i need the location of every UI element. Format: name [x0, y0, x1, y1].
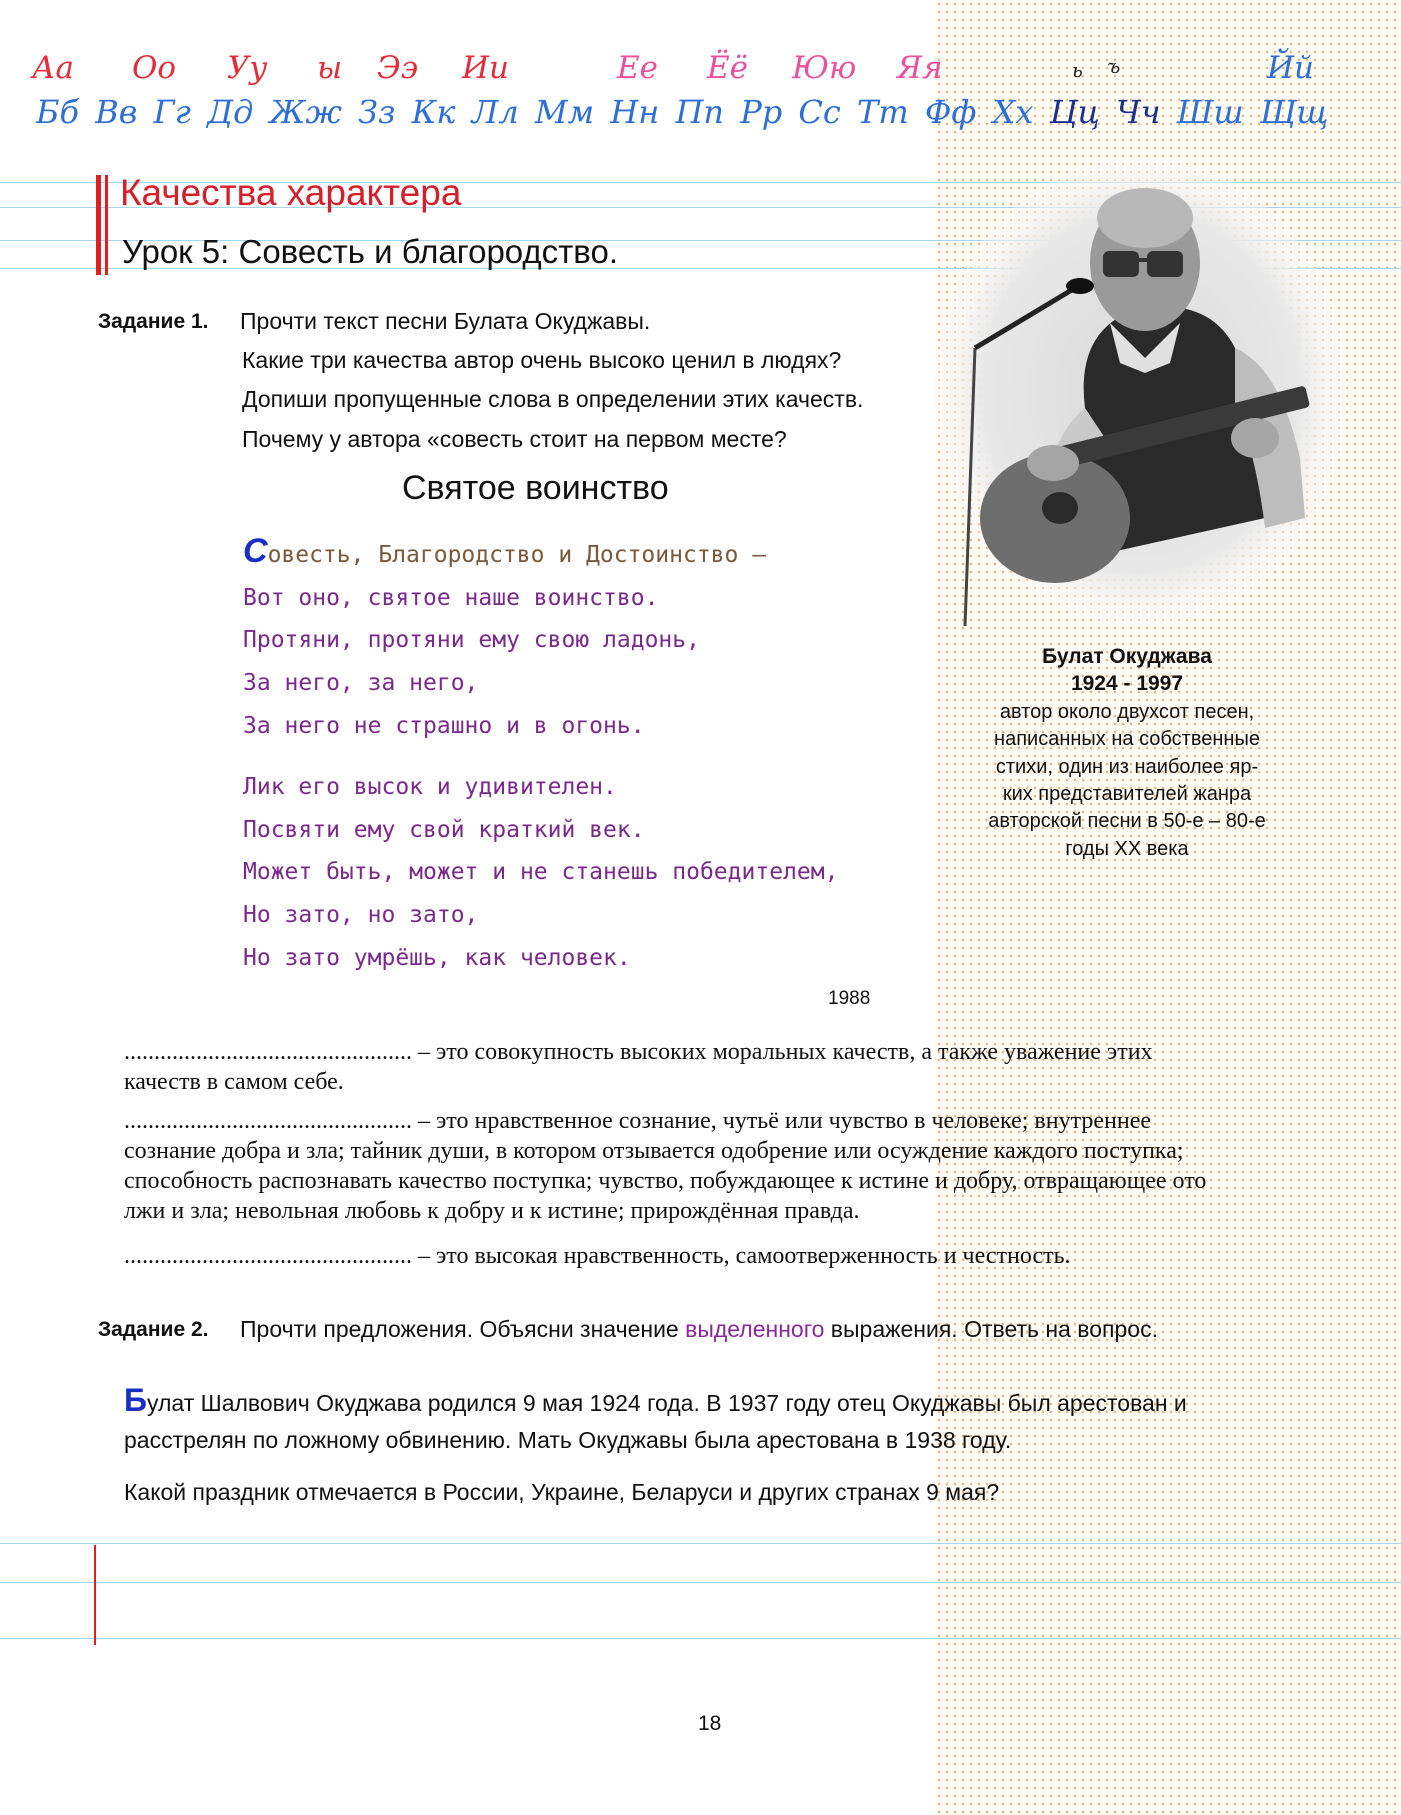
alphabet-letter: Рр	[740, 93, 783, 131]
guide-line	[0, 1543, 1401, 1544]
definition-blank[interactable]: ................................................	[124, 1108, 412, 1134]
alphabet-letter: Оо	[132, 50, 177, 86]
task2-paragraph-line	[124, 1382, 1187, 1419]
definition-blank[interactable]: ................................................	[124, 1243, 412, 1269]
portrait-description-line: стихи, один из наиболее яр-	[995, 756, 1259, 778]
alphabet-letter: Ээ	[377, 50, 419, 86]
alphabet-letter: Дд	[207, 93, 254, 131]
definition-item	[124, 1106, 1214, 1226]
guide-line	[0, 1582, 1401, 1583]
alphabet-letter: Уу	[227, 50, 268, 86]
poem-line: Протяни, протяни ему свою ладонь,	[243, 627, 700, 653]
alphabet-letter: Мм	[534, 93, 595, 131]
page-number: 18	[698, 1712, 722, 1735]
poem-line: За него не страшно и в огонь.	[243, 713, 645, 739]
alphabet-letter: Нн	[610, 93, 660, 131]
task2-instruction	[240, 1316, 1158, 1343]
margin-bar	[105, 175, 108, 275]
poem-line: Вот оно, святое наше воинство.	[243, 585, 659, 611]
alphabet-letter: Хх	[992, 93, 1034, 131]
definition-item	[124, 1037, 1214, 1097]
alphabet-letter: ы	[317, 50, 343, 86]
drop-cap: Б	[124, 1382, 147, 1418]
portrait-description-line: авторской песни в 50-е – 80-е	[988, 810, 1266, 832]
alphabet-letter: Бб	[36, 93, 80, 131]
alphabet-letter: Гг	[153, 93, 191, 131]
section-title: Качества характера	[120, 172, 462, 213]
alphabet-letter: Яя	[897, 50, 943, 86]
task2-text: выражения. Ответь на вопрос.	[824, 1316, 1158, 1342]
alphabet-letter: ь	[1072, 58, 1083, 82]
alphabet-letter: Зз	[358, 93, 396, 131]
alphabet-letter: Ёё	[707, 50, 748, 86]
alphabet-letter: Шш	[1176, 93, 1244, 131]
guide-line	[0, 1638, 1401, 1639]
task1-line: Почему у автора «совесть стоит на первом месте?	[242, 426, 787, 452]
task2-label: Задание 2.	[98, 1318, 209, 1341]
alphabet-letter: Ии	[462, 50, 509, 86]
alphabet-letter: Сс	[798, 93, 841, 131]
alphabet-letter: Кк	[411, 93, 456, 131]
task2-question: Какой праздник отмечается в России, Украине, Беларуси и других странах 9 мая?	[124, 1479, 1000, 1505]
task1-line: Прочти текст песни Булата Окуджавы.	[240, 308, 651, 334]
alphabet-letter: Фф	[924, 93, 977, 131]
alphabet-consonants-row	[36, 93, 1328, 131]
alphabet-letter: Цц	[1049, 93, 1100, 131]
alphabet-letter: ъ	[1107, 54, 1121, 78]
alphabet-letter: Юю	[792, 50, 857, 86]
portrait-photo	[935, 158, 1347, 626]
alphabet-letter: Пп	[675, 93, 725, 131]
portrait-description-line: годы ХХ века	[1065, 838, 1189, 860]
margin-bar	[96, 175, 101, 275]
alphabet-letter: Йй	[1267, 50, 1314, 86]
alphabet-letter: Ее	[617, 50, 658, 86]
poem-line: За него, за него,	[243, 670, 479, 696]
portrait-description-line: автор около двухсот песен,	[999, 701, 1255, 723]
alphabet-letter: Аа	[32, 50, 74, 86]
task2-text: Прочти предложения. Объясни значение	[240, 1316, 686, 1342]
portrait-description-line: написанных на собственные	[994, 728, 1260, 750]
alphabet-letter: Щщ	[1259, 93, 1329, 131]
paragraph-text: улат Шалвович Окуджава родился 9 мая 1924 года. В 1937 году отец Окуджавы был арестован и	[147, 1390, 1187, 1416]
margin-bar	[94, 1545, 96, 1645]
definition-text: – это нравственное сознание, чутьё или чувство в человеке; внутреннее сознание добра и зла; тайник души, в котором отзывается одобрение или осуждение каждого поступка; способность распознавать качество поступка; чувство, побуждающее к истине и добру, отвращающее ото лжи и зла; невольная любовь к добру и к истине; прирождённая правда.	[124, 1108, 1207, 1224]
definition-text: – это совокупность высоких моральных качеств, а также уважение этих качеств в самом себе.	[124, 1039, 1153, 1095]
definition-item	[124, 1241, 1214, 1271]
poem-year: 1988	[828, 988, 871, 1009]
poem-line: овесть, Благородство и Достоинство –	[267, 542, 767, 568]
poem-line: Может быть, может и не станешь победителем,	[243, 859, 839, 885]
task1-line: Допиши пропущенные слова в определении этих качеств.	[242, 386, 864, 412]
lesson-title: Урок 5: Совесть и благородство.	[122, 233, 618, 270]
song-title: Святое воинство	[402, 469, 669, 507]
task1-line: Какие три качества автор очень высоко ценил в людях?	[242, 347, 842, 373]
portrait-name: Булат Окуджава	[1042, 645, 1212, 668]
portrait-description-line: ких представителей жанра	[1002, 783, 1252, 805]
poem-line: Но зато умрёшь, как человек.	[243, 945, 631, 971]
task2-paragraph-line: расстрелян по ложному обвинению. Мать Окуджавы была арестована в 1938 году.	[124, 1427, 1012, 1453]
alphabet-letter: Чч	[1116, 93, 1161, 131]
poem-first-line	[243, 532, 766, 571]
drop-cap: С	[243, 532, 268, 570]
alphabet-letter: Жж	[269, 93, 342, 131]
task2-highlight: выделенного	[685, 1316, 825, 1342]
alphabet-letter: Лл	[471, 93, 519, 131]
poem-line: Лик его высок и удивителен.	[243, 774, 617, 800]
alphabet-letter: Тт	[856, 93, 909, 131]
definition-text: – это высокая нравственность, самоотверженность и честность.	[412, 1243, 1071, 1269]
task1-label: Задание 1.	[98, 310, 209, 333]
definition-blank[interactable]: ................................................	[124, 1039, 412, 1065]
poem-line: Но зато, но зато,	[243, 902, 479, 928]
alphabet-letter: Вв	[95, 93, 138, 131]
portrait-years: 1924 - 1997	[1070, 672, 1184, 695]
poem-line: Посвяти ему свой краткий век.	[243, 817, 645, 843]
